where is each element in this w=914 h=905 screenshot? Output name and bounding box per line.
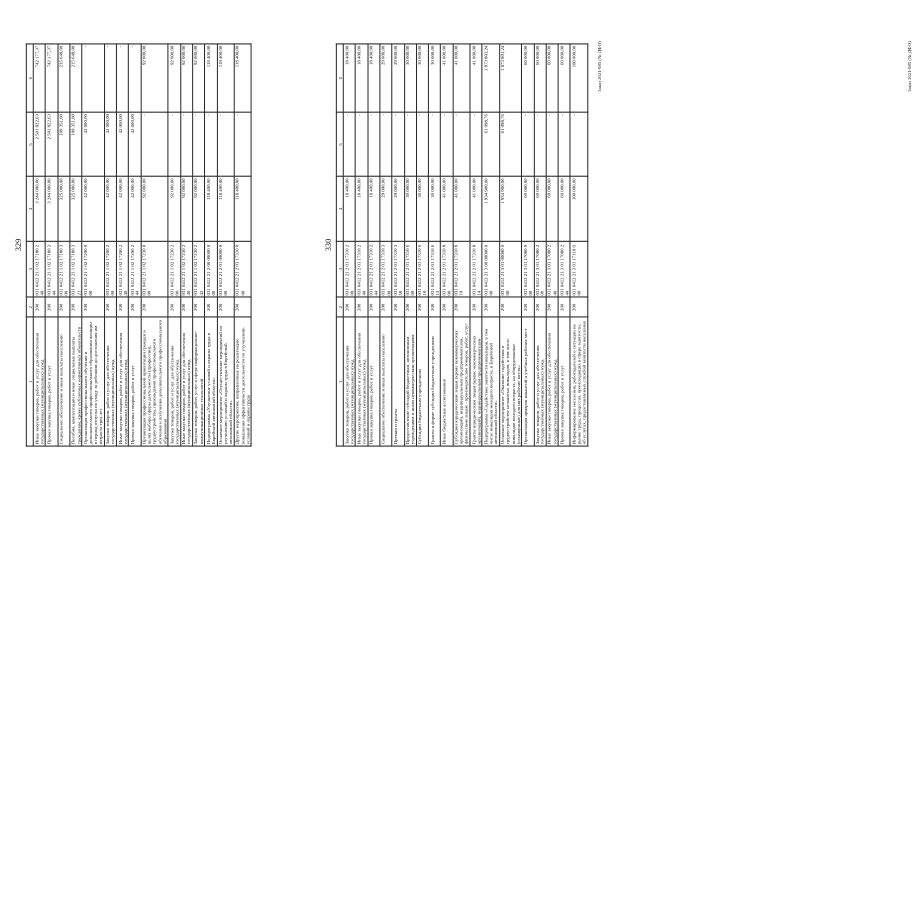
- column-number: 1: [26, 317, 33, 446]
- row-name-cell: Субсидии юридическим лицам (кроме некоммерческих организаций), индивидуальным предпринимателям, физическим лицам - производителям товаров, работ, услуг: [453, 317, 470, 446]
- row-amount-approved-cell: 118 400,00: [234, 177, 251, 241]
- row-amount-remaining-cell: 118 400,00: [234, 44, 251, 112]
- row-code-cell: 200: [343, 297, 355, 317]
- table-row: [343, 44, 355, 446]
- row-name-cell: Закупка товаров, работ и услуг для обеспечения государственных (муниципальных) нужд: [104, 317, 116, 446]
- page-number: 330: [323, 238, 333, 252]
- row-name-cell: Закупка товаров, работ и услуг для обеспечения государственных (муниципальных) нужд: [534, 317, 546, 446]
- row-classification-cell: 031 0412 21 3 01 17110 000: [570, 241, 587, 297]
- row-code-cell: 200: [570, 297, 587, 317]
- header-row: [26, 44, 33, 446]
- row-name-cell: Прочая закупка товаров, работ и услуг: [46, 317, 58, 446]
- table-row: [104, 44, 116, 446]
- column-number: 2: [336, 297, 343, 317]
- column-number: 5: [336, 112, 343, 176]
- row-amount-approved-cell: 42 000,00: [129, 177, 141, 241]
- row-amount-approved-cell: 92 000,00: [180, 177, 192, 241]
- column-number: 4: [26, 177, 33, 241]
- table-row: [217, 44, 234, 446]
- row-amount-executed-cell: 2 501 822,63: [46, 112, 58, 176]
- row-amount-approved-cell: 42 000,00: [117, 177, 129, 241]
- row-code-cell: 200: [429, 297, 441, 317]
- row-classification-cell: 031 0412 21 2 00 00000 000: [205, 241, 217, 297]
- row-classification-cell: 031 0412 21 2 01 17310 814: [470, 241, 482, 297]
- row-amount-approved-cell: 29 000,00: [380, 177, 392, 241]
- row-classification-cell: 031 0412 21 1 02 17200 200: [104, 241, 116, 297]
- row-classification-cell: 031 0412 21 1 02 17230 242: [193, 241, 205, 297]
- row-amount-executed-cell: 61 098,76: [499, 112, 521, 176]
- column-number: 6: [336, 44, 343, 112]
- row-classification-cell: 031 0412 21 3 01 17080 000: [522, 241, 534, 297]
- row-amount-remaining-cell: 100 000,00: [570, 44, 587, 112]
- row-amount-remaining-cell: 60 000,00: [558, 44, 570, 112]
- column-number: 2: [26, 297, 33, 317]
- row-amount-executed-cell: -: [558, 112, 570, 176]
- row-code-cell: 200: [180, 297, 192, 317]
- row-amount-approved-cell: 92 000,00: [168, 177, 180, 241]
- print-footer: Заказ 2021-985 (№ ДФО): [597, 41, 603, 92]
- row-classification-cell: 031 0412 21 2 01 17310 810: [453, 241, 470, 297]
- table-row: [141, 44, 168, 446]
- row-amount-executed-cell: -: [380, 112, 392, 176]
- row-name-cell: Гранты юридическим лицам (кроме некоммерческих организаций), индивидуальным предпринимателям: [470, 317, 482, 446]
- row-name-cell: Иные бюджетные ассигнования: [441, 317, 453, 446]
- row-amount-executed-cell: -: [534, 112, 546, 176]
- row-name-cell: Иные закупки товаров, работ и услуг для обеспечения государственных (муниципальных) нужд: [180, 317, 192, 446]
- row-amount-executed-cell: -: [141, 112, 168, 176]
- row-amount-remaining-cell: 92 000,00: [141, 44, 168, 112]
- table-row: [46, 44, 58, 446]
- table-row: [546, 44, 558, 446]
- row-classification-cell: 031 0412 21 1 02 17180 240: [33, 241, 45, 297]
- row-code-cell: 200: [368, 297, 380, 317]
- row-amount-approved-cell: 30 000,00: [429, 177, 441, 241]
- table-row: [117, 44, 129, 446]
- row-amount-remaining-cell: 60 000,00: [534, 44, 546, 112]
- row-classification-cell: 031 0412 21 1 02 17180 300: [58, 241, 70, 297]
- row-amount-remaining-cell: 18 400,00: [343, 44, 355, 112]
- budget-table-left: [26, 43, 252, 446]
- row-amount-executed-cell: -: [205, 112, 217, 176]
- table-row: [234, 44, 251, 446]
- row-code-cell: 200: [129, 297, 141, 317]
- row-classification-cell: 031 0412 21 1 02 17180 244: [46, 241, 58, 297]
- row-code-cell: 200: [141, 297, 168, 317]
- column-number: 6: [26, 44, 33, 112]
- row-amount-approved-cell: 30 000,00: [416, 177, 428, 241]
- row-amount-executed-cell: 61 098,76: [482, 112, 499, 176]
- row-classification-cell: 031 0412 21 2 01 17310 240: [356, 241, 368, 297]
- row-amount-remaining-cell: -: [129, 44, 141, 112]
- row-amount-approved-cell: 42 000,00: [82, 177, 104, 241]
- table-row: [441, 44, 453, 446]
- row-code-cell: 200: [558, 297, 570, 317]
- row-code-cell: 200: [404, 297, 416, 317]
- row-amount-remaining-cell: -: [82, 44, 104, 112]
- row-classification-cell: 031 0412 21 2 01 17310 350: [392, 241, 404, 297]
- row-code-cell: 200: [380, 297, 392, 317]
- row-amount-executed-cell: -: [234, 112, 251, 176]
- row-name-cell: Организация профессионального обучения и дополнительного профессионального образования женщин в период отпуска по уходу за ребенком до достижения им возраста трех лет: [82, 317, 104, 446]
- row-amount-approved-cell: 60 000,00: [558, 177, 570, 241]
- row-name-cell: Организация профессиональной ориентации граждан в целях выбора сферы деятельности (профессии), трудоустройства, прохождения профессионального обучения и получения дополнительного профессионального образования: [141, 317, 168, 446]
- row-amount-remaining-cell: -: [104, 44, 116, 112]
- row-classification-cell: 031 0412 21 1 02 17200 240: [117, 241, 129, 297]
- row-amount-remaining-cell: 92 000,00: [193, 44, 205, 112]
- row-amount-approved-cell: 1 934 900,00: [482, 177, 499, 241]
- row-code-cell: 200: [534, 297, 546, 317]
- row-code-cell: 200: [82, 297, 104, 317]
- row-amount-approved-cell: 29 000,00: [392, 177, 404, 241]
- row-amount-executed-cell: -: [441, 112, 453, 176]
- row-classification-cell: 031 0412 21 3 01 17080 244: [558, 241, 570, 297]
- row-amount-executed-cell: 2 501 822,63: [33, 112, 45, 176]
- page-330: [320, 35, 914, 455]
- column-number: 3: [336, 241, 343, 297]
- row-classification-cell: 031 0412 21 2 01 17310 800: [441, 241, 453, 297]
- row-amount-executed-cell: 109 351,00: [58, 112, 70, 176]
- row-name-cell: Социальное обеспечение и иные выплаты населению: [380, 317, 392, 446]
- row-amount-remaining-cell: 30 000,00: [404, 44, 416, 112]
- row-amount-executed-cell: -: [217, 112, 234, 176]
- row-code-cell: 200: [46, 297, 58, 317]
- row-classification-cell: 031 0412 21 1 02 17180 321: [70, 241, 82, 297]
- row-code-cell: 200: [546, 297, 558, 317]
- row-amount-executed-cell: -: [343, 112, 355, 176]
- table-row: [453, 44, 470, 446]
- row-code-cell: 200: [70, 297, 82, 317]
- row-amount-executed-cell: 42 000,00: [117, 112, 129, 176]
- row-amount-remaining-cell: 30 000,00: [416, 44, 428, 112]
- row-amount-executed-cell: -: [453, 112, 470, 176]
- page-number: 329: [13, 238, 23, 252]
- row-amount-remaining-cell: 18 400,00: [368, 44, 380, 112]
- table-body: [343, 44, 587, 446]
- row-amount-executed-cell: -: [180, 112, 192, 176]
- row-classification-cell: 031 0412 21 1 02 17200 000: [82, 241, 104, 297]
- row-classification-cell: 031 0412 21 2 01 17310 300: [380, 241, 392, 297]
- row-code-cell: 200: [104, 297, 116, 317]
- row-amount-approved-cell: 3 244 000,00: [33, 177, 45, 241]
- table-body: [33, 44, 251, 446]
- row-code-cell: 200: [416, 297, 428, 317]
- column-number: 5: [26, 112, 33, 176]
- table-row: [570, 44, 587, 446]
- row-code-cell: 200: [522, 297, 534, 317]
- table-row: [356, 44, 368, 446]
- row-name-cell: Прочая закупка товаров, работ и услуг: [129, 317, 141, 446]
- row-code-cell: 200: [499, 297, 521, 317]
- row-amount-executed-cell: -: [570, 112, 587, 176]
- row-amount-executed-cell: -: [368, 112, 380, 176]
- column-number: 4: [336, 177, 343, 241]
- budget-table-right: [336, 43, 588, 446]
- row-code-cell: 200: [217, 297, 234, 317]
- row-name-cell: Основное мероприятие «Осуществление мероприятий по улучшению условий и охраны труда в Еврейской автономной области»: [217, 317, 234, 446]
- row-amount-executed-cell: -: [404, 112, 416, 176]
- row-name-cell: Иные закупки товаров, работ и услуг для обеспечения государственных (муниципальных) нужд: [356, 317, 368, 446]
- table-row: [58, 44, 70, 446]
- table-row: [368, 44, 380, 446]
- row-amount-remaining-cell: 18 400,00: [356, 44, 368, 112]
- row-name-cell: Социальное обеспечение и иные выплаты населению: [58, 317, 70, 446]
- row-amount-executed-cell: -: [416, 112, 428, 176]
- row-amount-approved-cell: 325 000,00: [58, 177, 70, 241]
- row-classification-cell: 031 0412 21 2 01 17310 000: [234, 241, 251, 297]
- table-row: [180, 44, 192, 446]
- table-row: [522, 44, 534, 446]
- row-amount-remaining-cell: 215 649,00: [70, 44, 82, 112]
- table-row: [482, 44, 499, 446]
- row-name-cell: Закупка товаров, работ, услуг в сфере информационно-коммуникационных технологий: [193, 317, 205, 446]
- row-name-cell: Информирование населения, работодателей о ситуации на рынке труда, процессах, происходящих в сфере занятости, об услугах, предоставляемых службой занятости населения: [570, 317, 587, 446]
- row-classification-cell: 031 0412 21 2 01 00000 000: [217, 241, 234, 297]
- row-amount-executed-cell: 42 000,00: [129, 112, 141, 176]
- row-amount-approved-cell: 118 400,00: [217, 177, 234, 241]
- table-row: [205, 44, 217, 446]
- row-classification-cell: 031 0412 21 2 01 17310 600: [404, 241, 416, 297]
- row-name-cell: Прочая закупка товаров, работ и услуг: [368, 317, 380, 446]
- row-amount-remaining-cell: 742 177,37: [46, 44, 58, 112]
- row-name-cell: Основное мероприятие «Оказание содействия в трудоустройстве незанятых инвалидов, в том числе инвалидов молодого возраста, на оборудованные (оснащенные) для них рабочие места»: [499, 317, 521, 446]
- row-amount-remaining-cell: 92 000,00: [168, 44, 180, 112]
- row-name-cell: Прочая закупка товаров, работ и услуг: [558, 317, 570, 446]
- row-name-cell: Другие мероприятия, направленные на реализацию повышения эффективности деятельности по улучшению условий и охраны труда: [234, 317, 251, 446]
- row-amount-remaining-cell: 742 177,37: [33, 44, 45, 112]
- row-amount-approved-cell: 118 400,00: [205, 177, 217, 241]
- row-amount-remaining-cell: 41 000,00: [453, 44, 470, 112]
- table-row: [193, 44, 205, 446]
- table-row: [404, 44, 416, 446]
- row-code-cell: 200: [470, 297, 482, 317]
- row-code-cell: 200: [33, 297, 45, 317]
- row-classification-cell: 031 0412 21 1 02 17230 240: [180, 241, 192, 297]
- table-row: [82, 44, 104, 446]
- row-amount-remaining-cell: 29 000,00: [380, 44, 392, 112]
- row-name-cell: Организация ярмарок вакансий и учебных рабочих мест: [522, 317, 534, 446]
- row-classification-cell: 031 0412 21 2 01 17310 610: [416, 241, 428, 297]
- table-row: [534, 44, 546, 446]
- row-amount-approved-cell: 18 400,00: [343, 177, 355, 241]
- row-amount-approved-cell: 325 000,00: [70, 177, 82, 241]
- row-name-cell: Подпрограмма «Улучшение условий и охраны труда в Еврейской автономной области»: [205, 317, 217, 446]
- row-amount-remaining-cell: 1 873 801,24: [499, 44, 521, 112]
- row-code-cell: 200: [356, 297, 368, 317]
- table-row: [499, 44, 521, 446]
- table-row: [70, 44, 82, 446]
- row-amount-remaining-cell: 30 000,00: [429, 44, 441, 112]
- row-amount-approved-cell: 18 400,00: [368, 177, 380, 241]
- row-amount-approved-cell: 41 000,00: [453, 177, 470, 241]
- row-amount-remaining-cell: 1 873 801,24: [482, 44, 499, 112]
- row-amount-executed-cell: -: [546, 112, 558, 176]
- column-number: 3: [26, 241, 33, 297]
- row-amount-approved-cell: 42 000,00: [104, 177, 116, 241]
- row-code-cell: 200: [168, 297, 180, 317]
- row-amount-approved-cell: 3 244 000,00: [46, 177, 58, 241]
- row-amount-executed-cell: 42 000,00: [82, 112, 104, 176]
- row-amount-remaining-cell: 92 000,00: [180, 44, 192, 112]
- row-amount-remaining-cell: 29 000,00: [392, 44, 404, 112]
- row-classification-cell: 031 0412 21 3 01 00000 000: [499, 241, 521, 297]
- table-row: [380, 44, 392, 446]
- row-amount-remaining-cell: 41 000,00: [441, 44, 453, 112]
- row-amount-executed-cell: -: [168, 112, 180, 176]
- row-amount-remaining-cell: 60 000,00: [546, 44, 558, 112]
- row-classification-cell: 031 0412 21 1 02 17230 200: [168, 241, 180, 297]
- row-name-cell: Закупка товаров, работ и услуг для обеспечения государственных (муниципальных) нужд: [168, 317, 180, 446]
- row-amount-executed-cell: -: [193, 112, 205, 176]
- row-amount-executed-cell: 42 000,00: [104, 112, 116, 176]
- row-amount-approved-cell: 60 000,00: [534, 177, 546, 241]
- row-amount-executed-cell: -: [356, 112, 368, 176]
- row-classification-cell: 031 0412 21 1 02 17200 244: [129, 241, 141, 297]
- row-amount-approved-cell: 1 934 900,00: [499, 177, 521, 241]
- row-classification-cell: 031 0412 21 3 01 17080 240: [546, 241, 558, 297]
- table-row: [33, 44, 45, 446]
- table-row: [470, 44, 482, 446]
- row-code-cell: 200: [117, 297, 129, 317]
- row-amount-approved-cell: 30 000,00: [404, 177, 416, 241]
- row-amount-remaining-cell: -: [117, 44, 129, 112]
- row-code-cell: 200: [234, 297, 251, 317]
- row-code-cell: 200: [453, 297, 470, 317]
- table-row: [416, 44, 428, 446]
- row-name-cell: Иные закупки товаров, работ и услуг для обеспечения государственных (муниципальных) нужд: [117, 317, 129, 446]
- row-name-cell: Пособия, компенсации и иные социальные выплаты гражданам, кроме публичных нормативных обязательств: [70, 317, 82, 446]
- row-code-cell: 200: [482, 297, 499, 317]
- row-name-cell: Закупка товаров, работ и услуг для обеспечения государственных (муниципальных) нужд: [343, 317, 355, 446]
- table-row: [392, 44, 404, 446]
- row-amount-executed-cell: -: [392, 112, 404, 176]
- table-row: [429, 44, 441, 446]
- table-row: [168, 44, 180, 446]
- row-classification-cell: 031 0412 21 2 01 17310 200: [343, 241, 355, 297]
- row-amount-approved-cell: 41 000,00: [441, 177, 453, 241]
- row-amount-approved-cell: 60 000,00: [522, 177, 534, 241]
- row-name-cell: Подпрограмма «Содействие занятости инвалидов, в том числе инвалидов молодого возраста, в Еврейской автономной области»: [482, 317, 499, 446]
- row-code-cell: 200: [441, 297, 453, 317]
- row-name-cell: Премии и гранты: [392, 317, 404, 446]
- row-amount-remaining-cell: 41 000,00: [470, 44, 482, 112]
- row-name-cell: Иные закупки товаров, работ и услуг для обеспечения государственных (муниципальных) нужд: [33, 317, 45, 446]
- row-classification-cell: 031 0412 21 2 01 17310 244: [368, 241, 380, 297]
- row-name-cell: Гранты в форме субсидии бюджетным учреждениям: [429, 317, 441, 446]
- row-code-cell: 200: [193, 297, 205, 317]
- row-name-cell: Иные закупки товаров, работ и услуг для обеспечения государственных (муниципальных) нужд: [546, 317, 558, 446]
- row-classification-cell: 031 0412 21 3 01 17080 200: [534, 241, 546, 297]
- row-name-cell: Предоставление субсидий бюджетным, автономным учреждениям и иным некоммерческим организациям: [404, 317, 416, 446]
- row-amount-approved-cell: 41 000,00: [470, 177, 482, 241]
- row-amount-approved-cell: 100 000,00: [570, 177, 587, 241]
- row-amount-executed-cell: -: [522, 112, 534, 176]
- row-amount-executed-cell: 109 351,00: [70, 112, 82, 176]
- row-code-cell: 200: [58, 297, 70, 317]
- row-classification-cell: 031 0412 21 1 02 17230 000: [141, 241, 168, 297]
- row-code-cell: 200: [392, 297, 404, 317]
- print-footer: Заказ 2021-985 (№ ДФО): [907, 41, 913, 92]
- row-name-cell: Субсидии бюджетным учреждениям: [416, 317, 428, 446]
- column-number: 1: [336, 317, 343, 446]
- row-amount-executed-cell: -: [429, 112, 441, 176]
- header-row: [336, 44, 343, 446]
- row-amount-remaining-cell: 215 649,00: [58, 44, 70, 112]
- row-amount-remaining-cell: 60 000,00: [522, 44, 534, 112]
- table-row: [129, 44, 141, 446]
- row-amount-approved-cell: 92 000,00: [193, 177, 205, 241]
- row-amount-remaining-cell: 118 400,00: [217, 44, 234, 112]
- table-row: [558, 44, 570, 446]
- row-classification-cell: 031 0412 21 3 00 00000 000: [482, 241, 499, 297]
- row-classification-cell: 031 0412 21 2 01 17310 613: [429, 241, 441, 297]
- row-amount-approved-cell: 18 400,00: [356, 177, 368, 241]
- row-amount-executed-cell: -: [470, 112, 482, 176]
- row-amount-approved-cell: 60 000,00: [546, 177, 558, 241]
- row-amount-approved-cell: 92 000,00: [141, 177, 168, 241]
- row-code-cell: 200: [205, 297, 217, 317]
- row-amount-remaining-cell: 118 400,00: [205, 44, 217, 112]
